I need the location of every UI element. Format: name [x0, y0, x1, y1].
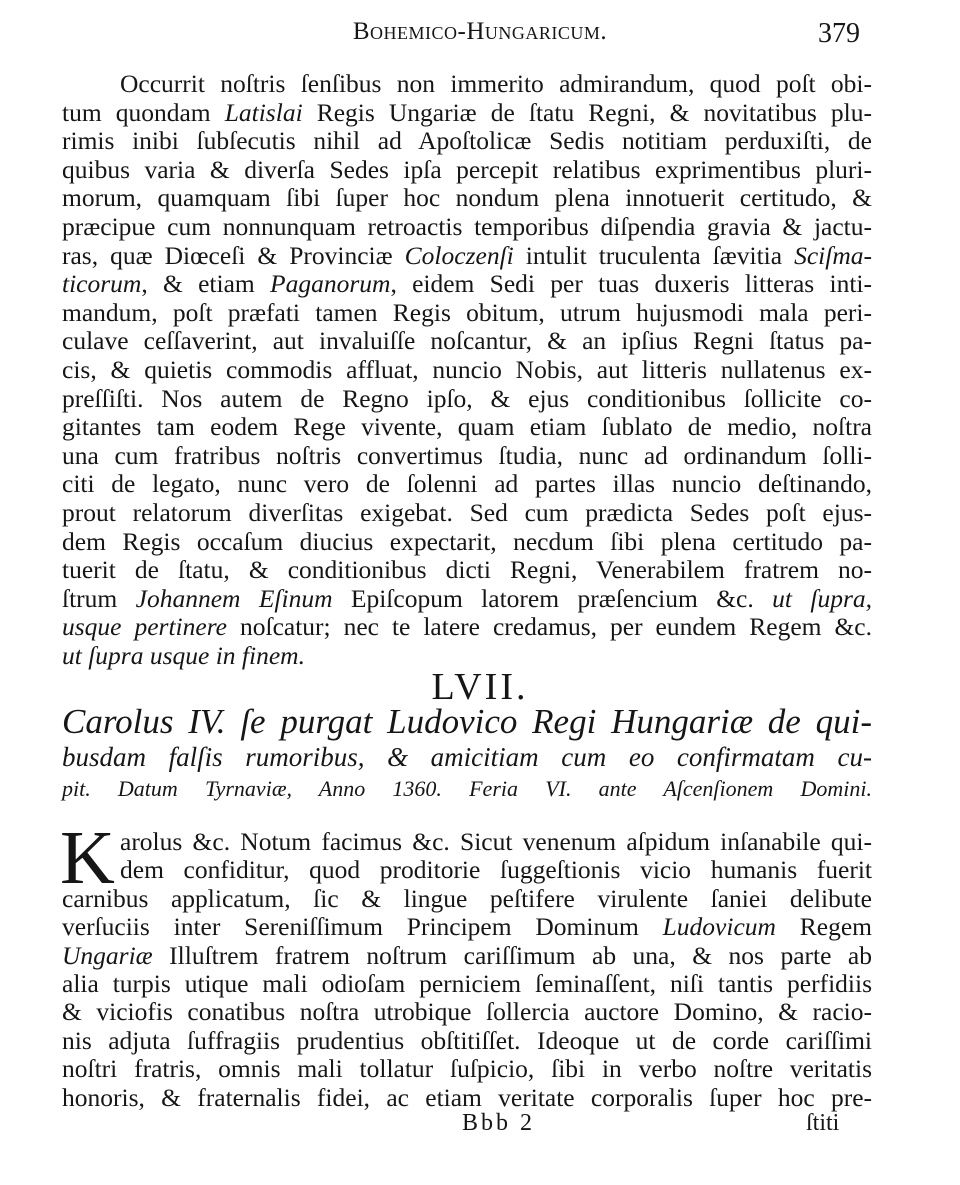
text-line: prout relatorum diverſitas exigebat. Sed cum prædicta Sedes poſt ejus- [62, 498, 872, 527]
text-line: tuerit de ſtatu, & conditionibus dicti Regni, Venerabilem fratrem no- [62, 555, 872, 585]
drop-cap-initial: K [60, 816, 115, 900]
section-number: LVII. [431, 666, 529, 708]
text-line: carnibus applicatum, ſic & lingue peſtifere virulente ſaniei delibute [62, 883, 872, 913]
text-line: dem Regis occaſum diucius expectarit, necdum ſibi plena certitudo pa- [62, 526, 872, 556]
section-heading-line-3: pit. Datum Tyrnaviæ, Anno 1360. Feria VI. ante Aſcenſionem Domini. [62, 776, 872, 801]
text-line: cis, & quietis commodis affluat, nuncio Nobis, aut litteris nullatenus ex- [62, 355, 872, 384]
text-line: quibus varia & diverſa Sedes ipſa percepit relatibus exprimentibus pluri- [62, 154, 872, 184]
text-line: honoris, & fraternalis fidei, ac etiam veritate corporalis ſuper hoc pre- [62, 1082, 872, 1112]
running-title: Bohemico-Hungaricum. [352, 18, 608, 45]
text-line: Occurrit noſtris ſenſibus non immerito admirandum, quod poſt obi- [120, 69, 872, 98]
text-line: præcipue cum nonnunquam retroactis temporibus diſpendia gravia & jactu- [62, 212, 872, 241]
section-heading-line-1: Carolus IV. ſe purgat Ludovico Regi Hungariæ de qui- [62, 702, 872, 741]
signature-mark: Bbb 2 [462, 1110, 536, 1136]
text-line: tum quondam Latislai Regis Ungariæ de ſtatu Regni, & novitatibus plu- [62, 97, 872, 127]
text-line: ticorum, & etiam Paganorum, eidem Sedi per tuas duxeris litteras inti- [62, 269, 872, 299]
text-line: citi de legato, nunc vero de ſolenni ad partes illas nuncio deſtinando, [62, 469, 872, 499]
text-line: morum, quamquam ſibi ſuper hoc nondum plena innotuerit certitudo, & [62, 183, 872, 213]
text-line: rimis inibi ſubſecutis nihil ad Apoſtolicæ Sedis notitiam perduxiſti, de [62, 126, 872, 156]
page-number: 379 [818, 18, 860, 49]
text-line: & viciofis conatibus noſtra utrobique ſollercia auctore Domino, & racio- [62, 997, 872, 1027]
catchword: ſtiti [806, 1110, 840, 1136]
text-line: noſtri fratris, omnis mali tollatur ſuſpicio, ſibi in verbo noſtre veritatis [62, 1054, 872, 1084]
text-line: mandum, poſt præfati tamen Regis obitum, utrum hujusmodi mala peri- [62, 297, 872, 327]
text-line: ras, quæ Diœceſi & Provinciæ Coloczenſi intulit truculenta ſævitia Sciſma- [62, 240, 872, 270]
text-line: alia turpis utique mali odioſam perniciem ſeminaſſent, niſi tantis perfidiis [62, 969, 872, 998]
text-line: una cum fratribus noſtris convertimus ſtudia, nunc ad ordinandum ſolli- [62, 440, 872, 470]
text-line: nis adjuta ſuffragiis prudentius obſtitiſſet. Ideoque ut de corde cariſſimi [62, 1025, 872, 1055]
text-line: verſuciis inter Sereniſſimum Principem Dominum Ludovicum Regem [62, 912, 872, 942]
text-line: dem confiditur, quod proditorie ſuggeſtionis vicio humanis fuerit [120, 855, 872, 885]
text-line: ut ſupra usque in finem. [62, 641, 305, 670]
text-line: ſtrum Johannem Eſinum Epiſcopum latorem præſencium &c. ut ſupra, [62, 583, 872, 613]
text-line: usque pertinere noſcatur; nec te latere credamus, per eundem Regem &c. [62, 612, 872, 642]
text-line: culave ceſſaverint, aut invaluiſſe noſcantur, & an ipſius Regni ſtatus pa- [62, 326, 872, 356]
text-line: gitantes tam eodem Rege vivente, quam etiam ſublato de medio, noſtra [62, 412, 872, 442]
text-line: Ungariæ Illuſtrem fratrem noſtrum cariſſimum ab una, & nos parte ab [62, 940, 872, 970]
text-line: arolus &c. Notum facimus &c. Sicut venenum aſpidum inſanabile qui- [120, 827, 872, 856]
section-heading-line-2: busdam falſis rumoribus, & amicitiam cum eo confirmatam cu- [62, 742, 872, 772]
text-line: preſſiſti. Nos autem de Regno ipſo, & ejus conditionibus ſollicite co- [62, 383, 872, 413]
